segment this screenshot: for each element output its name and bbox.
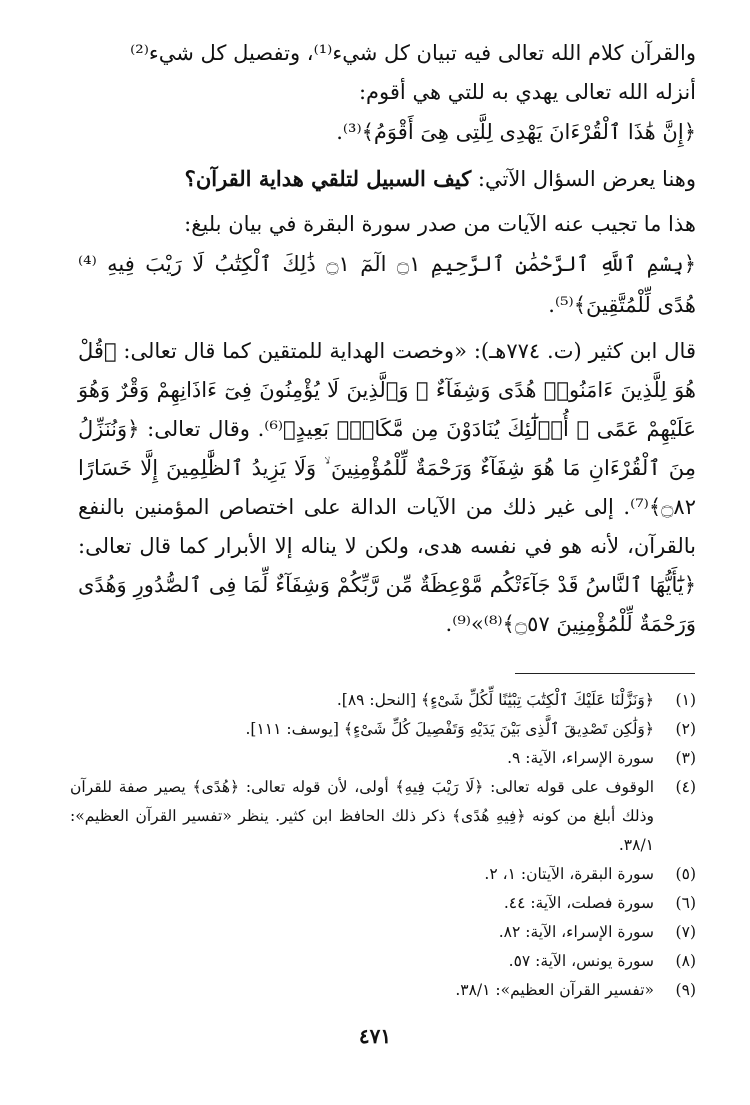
paragraph-line: أنزله الله تعالى يهدي به للتي هي أقوم:: [358, 80, 696, 104]
footnote-text: سورة يونس، الآية: ٥٧.: [508, 952, 654, 970]
paragraph-line: هذا ما تجيب عنه الآيات من صدر سورة البقرة في بيان بليغ:: [184, 212, 696, 236]
quran-verse: ﴿إِنَّ هَٰذَا ٱلْقُرْءَانَ يَهْدِى لِلَّتِى هِىَ أَقْوَمُ﴾⁽³⁾.: [336, 120, 696, 144]
footnote-number: (٩): [675, 981, 696, 999]
footnote: [70, 889, 696, 918]
footnote-text: ﴿وَلَٰكِن تَصْدِيقَ ٱلَّذِى بَيْنَ يَدَيْهِ وَتَفْصِيلَ كُلِّ شَىْءٍ﴾ [يوسف: ١١١].: [245, 720, 654, 738]
question-lead: وهنا يعرض السؤال الآتي:: [477, 167, 696, 191]
footnote: [70, 860, 696, 889]
footnote-number: (١): [675, 691, 696, 709]
page-number: ٤٧١: [358, 1024, 392, 1048]
footnote-number: (٥): [675, 865, 696, 883]
quran-verse: ﴿بِسْمِ ٱللَّهِ ٱلرَّحْمَٰنِ ٱلرَّحِيمِ ۝١ الٓمٓ ۝١ ذَٰلِكَ ٱلْكِتَٰبُ لَا رَيْبَ فِيهِ ⁽⁴⁾ هُدًى لِّلْمُتَّقِينَ﴾⁽⁵⁾.: [78, 252, 696, 317]
footnote: [70, 744, 696, 773]
question-bold: كيف السبيل لتلقي هداية القرآن؟: [184, 166, 472, 191]
footnote: [70, 918, 696, 947]
footnote-text: سورة البقرة، الآيتان: ١، ٢.: [484, 865, 654, 883]
footnote-number: (٢): [675, 720, 696, 738]
footnote-number: (٣): [675, 749, 696, 767]
footnote: [70, 976, 696, 1005]
main-text: [78, 34, 696, 644]
footnote-text: الوقوف على قوله تعالى: ﴿لَا رَيْبَ فِيهِ﴾ أولى، لأن قوله تعالى: ﴿هُدًى﴾ يصير صفة للقرآن وذلك أبلغ من كونه ﴿فِيهِ هُدًى﴾ ذكر ذلك الحافظ ابن كثير. ينظر «تفسير القرآن العظيم»: ٣٨/١.: [70, 778, 654, 854]
footnotes: [70, 686, 696, 1005]
footnote: [70, 947, 696, 976]
footnote-text: سورة فصلت، الآية: ٤٤.: [503, 894, 654, 912]
footnote-text: سورة الإسراء، الآية: ٩.: [507, 749, 654, 767]
footnote: [70, 715, 696, 744]
footnote-number: (٦): [675, 894, 696, 912]
footnote-number: (٨): [675, 952, 696, 970]
question-line: [78, 159, 696, 199]
footnote-separator: [515, 673, 695, 674]
footnote-number: (٧): [675, 923, 696, 941]
footnote-text: ﴿وَنَزَّلْنَا عَلَيْكَ ٱلْكِتَٰبَ تِبْيَٰنًا لِّكُلِّ شَىْءٍ﴾ [النحل: ٨٩].: [336, 691, 654, 709]
footnote-text: «تفسير القرآن العظيم»: ٣٨/١.: [455, 981, 654, 999]
ibn-kathir-quote: قال ابن كثير (ت. ٧٧٤هـ): «وخصت الهداية للمتقين كما قال تعالى: ﴿قُلْ هُوَ لِلَّذِينَ ءَامَنُوا۟ هُدًى وَشِفَآءٌ ۖ وَٱلَّذِينَ لَا يُؤْمِنُونَ فِىٓ ءَاذَانِهِمْ وَقْرٌ وَهُوَ عَلَيْهِمْ عَمًى ۚ أُو۟لَٰٓئِكَ يُنَادَوْنَ مِن مَّكَانٍۭ بَعِيدٍ﴾⁽⁶⁾. وقال تعالى: ﴿وَنُنَزِّلُ مِنَ ٱلْقُرْءَانِ مَا هُوَ شِفَآءٌ وَرَحْمَةٌ لِّلْمُؤْمِنِينَ ۙ وَلَا يَزِيدُ ٱلظَّٰلِمِينَ إِلَّا خَسَارًا ۝٨٢﴾⁽⁷⁾. إلى غير ذلك من الآيات الدالة على اختصاص المؤمنين بالنفع بالقرآن، لأنه هو في نفسه هدى، ولكن لا يناله إلا الأبرار كما قال تعالى: ﴿يَٰٓأَيُّهَا ٱلنَّاسُ قَدْ جَآءَتْكُم مَّوْعِظَةٌ مِّن رَّبِّكُمْ وَشِفَآءٌ لِّمَا فِى ٱلصُّدُورِ وَهُدًى وَرَحْمَةٌ لِّلْمُؤْمِنِينَ ۝٥٧﴾⁽⁸⁾»⁽⁹⁾.: [78, 339, 696, 636]
footnote-number: (٤): [675, 778, 696, 796]
paragraph-line: والقرآن كلام الله تعالى فيه تبيان كل شيء⁽¹⁾، وتفصيل كل شيء⁽²⁾: [130, 41, 696, 65]
footnote: [70, 686, 696, 715]
footnote: [70, 773, 696, 860]
footnote-text: سورة الإسراء، الآية: ٨٢.: [498, 923, 654, 941]
